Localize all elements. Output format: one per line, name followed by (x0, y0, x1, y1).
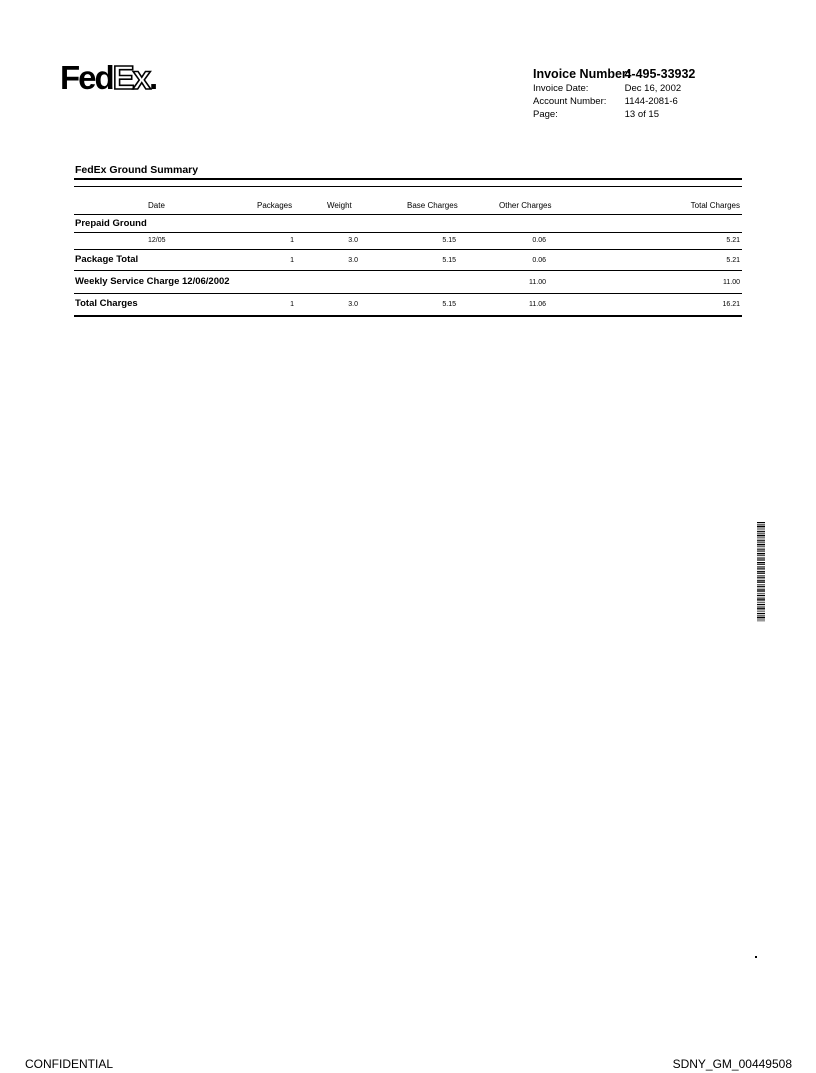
package-total-rule (74, 270, 742, 271)
group-rule (74, 232, 742, 233)
detail-base: 5.15 (442, 237, 456, 244)
total-charges-total: 16.21 (722, 301, 740, 308)
header-weight: Weight (327, 201, 352, 210)
account-number-row (533, 96, 695, 107)
invoice-number-label: Invoice Number: (533, 67, 631, 81)
detail-weight: 3.0 (348, 237, 358, 244)
header-other-charges: Other Charges (499, 201, 552, 210)
page-row (533, 109, 695, 120)
group-label: Prepaid Ground (75, 218, 147, 229)
total-charges-label: Total Charges (75, 298, 138, 309)
invoice-date-row (533, 83, 695, 94)
section-title: FedEx Ground Summary (75, 164, 199, 176)
fedex-logo (60, 60, 156, 96)
account-number-label: Account Number: (533, 96, 607, 107)
logo-dot: . (149, 59, 157, 96)
header-rule (74, 214, 742, 215)
header-date: Date (148, 201, 165, 210)
page-label: Page: (533, 109, 558, 120)
logo-fed: Fed (60, 59, 113, 96)
invoice-number: 4-495-33932 (624, 67, 696, 81)
invoice-date-label: Invoice Date: (533, 83, 589, 94)
barcode-icon (757, 522, 765, 622)
package-total-packages: 1 (290, 257, 294, 264)
header-base-charges: Base Charges (407, 201, 458, 210)
footer-confidential: CONFIDENTIAL (25, 1057, 114, 1071)
invoice-info (533, 67, 695, 120)
account-number: 1144-2081-6 (624, 96, 678, 107)
detail-date: 12/05 (148, 237, 166, 244)
stray-dot (755, 956, 757, 958)
package-total-label: Package Total (75, 254, 139, 265)
weekly-service-label: Weekly Service Charge 12/06/2002 (75, 276, 230, 287)
total-charges-weight: 3.0 (348, 301, 358, 308)
detail-other: 0.06 (532, 237, 546, 244)
package-total-base: 5.15 (442, 257, 456, 264)
invoice-date: Dec 16, 2002 (624, 83, 682, 94)
package-total-other: 0.06 (532, 257, 546, 264)
detail-packages: 1 (290, 237, 294, 244)
detail-total: 5.21 (726, 237, 740, 244)
title-rule-2 (74, 186, 742, 187)
detail-rule (74, 249, 742, 250)
invoice-number-row (533, 67, 695, 81)
total-charges-base: 5.15 (442, 301, 456, 308)
title-rule (74, 178, 742, 180)
weekly-service-other: 11.00 (529, 279, 546, 286)
weekly-service-total: 11.00 (723, 279, 740, 286)
header-total-charges: Total Charges (690, 201, 740, 210)
total-charges-packages: 1 (290, 301, 294, 308)
page-number: 13 of 15 (624, 109, 659, 120)
footer-bates-number: SDNY_GM_00449508 (672, 1057, 792, 1071)
package-total-total: 5.21 (726, 257, 740, 264)
header-packages: Packages (257, 201, 293, 210)
total-charges-rule (74, 315, 742, 317)
total-charges-other: 11.06 (529, 301, 546, 308)
weekly-service-rule (74, 293, 742, 294)
logo-ex: Ex (112, 59, 150, 96)
package-total-weight: 3.0 (348, 257, 358, 264)
